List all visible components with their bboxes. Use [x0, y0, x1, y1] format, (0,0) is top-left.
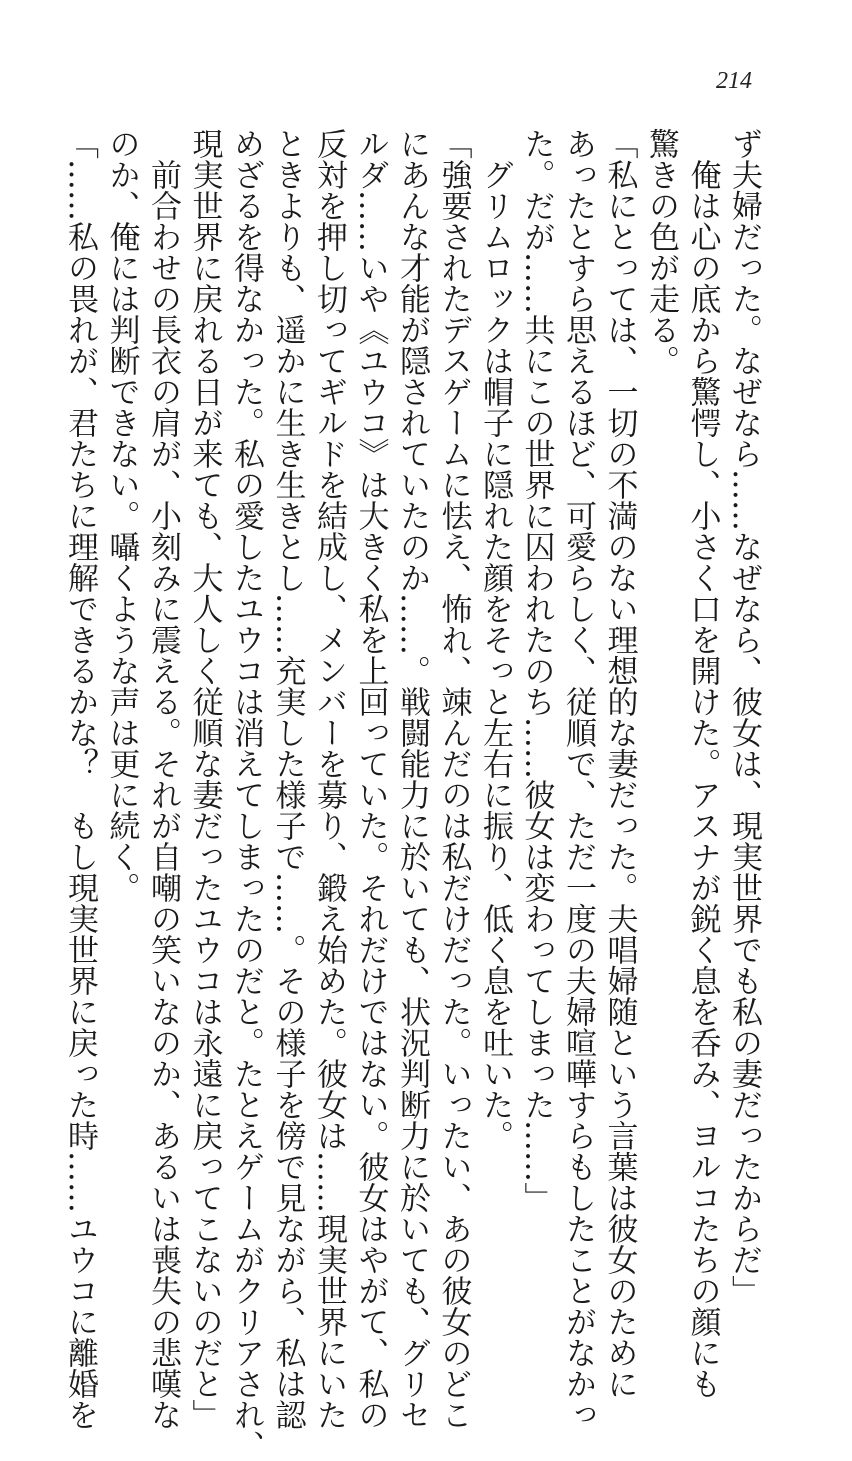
text-line: 前合わせの長衣の肩が、小刻みに震える。それが自嘲の笑いなのか、あるいは喪失の悲嘆な: [145, 128, 181, 1430]
page-number: 214: [716, 68, 752, 94]
text-line: 驚きの色が走る。: [643, 128, 679, 376]
text-line: 反対を押し切ってギルドを結成し、メンバーを募り、鍛え始めた。彼女は……現実世界にいた: [311, 128, 347, 1430]
text-line: ときよりも、遥かに生き生きとし……充実した様子で……。その様子を傍で見ながら、私は認: [269, 128, 306, 1430]
text-line: にあんな才能が隠されていたのか……。戦闘能力に於いても、状況判断力に於いても、グリセ: [394, 128, 430, 1430]
text-line: 「……私の畏れが、君たちに理解できるかな？ もし現実世界に戻った時……ユウコに離婚を: [62, 128, 98, 1430]
text-line: めざるを得なかった。私の愛したユウコは消えてしまったのだと。たとえゲームがクリアされ、: [228, 128, 264, 1461]
text-line: 「私にとっては、一切の不満のない理想的な妻だった。夫唱婦随という言葉は彼女のために: [601, 128, 638, 1399]
text-line: グリムロックは帽子に隠れた顔をそっと左右に振り、低く息を吐いた。: [477, 128, 513, 1151]
text-line: 「強要されたデスゲームに怯え、怖れ、竦んだのは私だけだった。いったい、あの彼女のどこ: [435, 128, 472, 1430]
text-line: あったとすら思えるほど、可愛らしく、従順で、ただ一度の夫婦喧嘩すらもしたことがなかっ: [560, 128, 596, 1430]
text-line: ルダ……いや《ユウコ》は大きく私を上回っていた。それだけではない。彼女はやがて、私の: [352, 128, 389, 1430]
body-text: [59, 128, 765, 1461]
text-line: ず夫婦だった。なぜなら……なぜなら、彼女は、現実世界でも私の妻だったからだ」: [726, 128, 762, 1306]
text-line: 俺は心の底から驚愕し、小さく口を開けた。アスナが鋭く息を呑み、ヨルコたちの顔にも: [684, 128, 721, 1399]
text-line: た。だが……共にこの世界に囚われたのち……彼女は変わってしまった……」: [518, 128, 555, 1213]
text-line: 現実世界に戻れる日が来ても、大人しく従順な妻だったユウコは永遠に戻ってこないのだと」: [186, 128, 223, 1430]
text-line: のか、俺には判断できない。囁くような声は更に続く。: [103, 128, 140, 903]
